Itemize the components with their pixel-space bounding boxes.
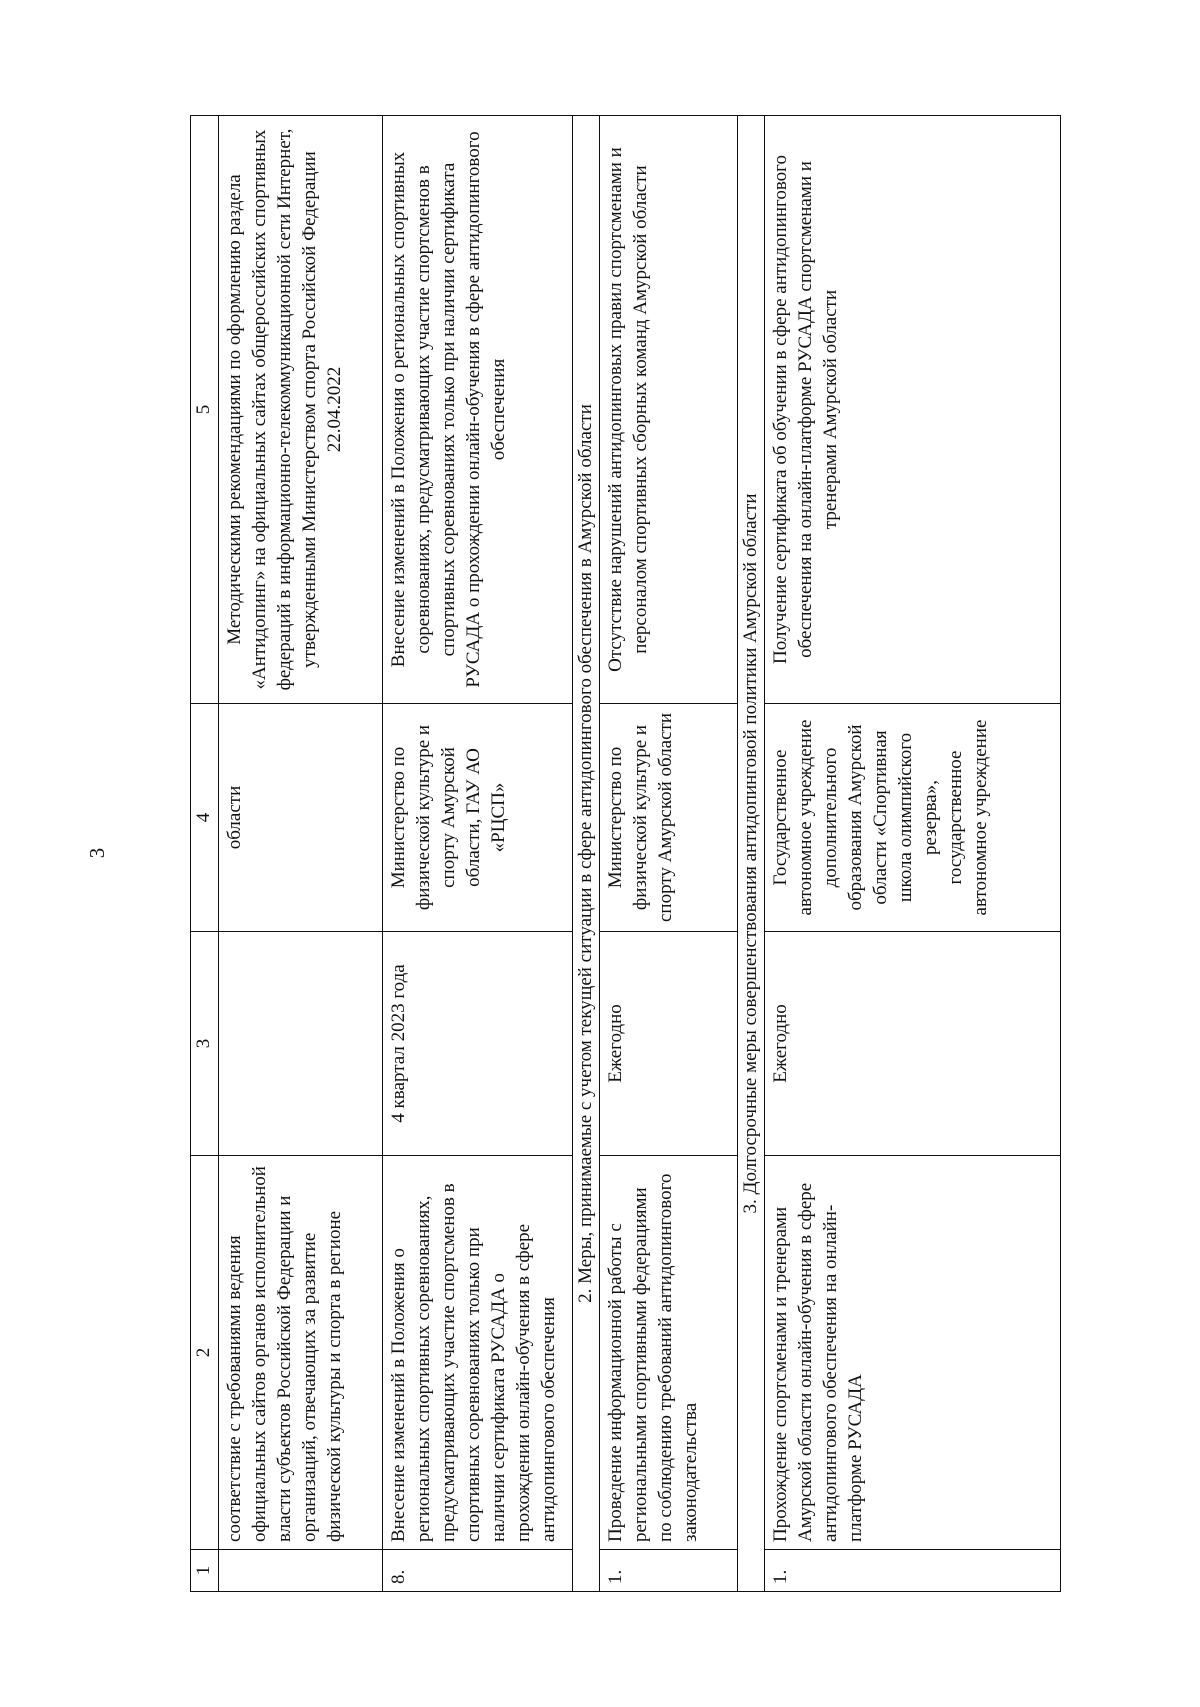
row-term: Ежегодно: [765, 932, 1061, 1156]
row-term: 4 квартал 2023 года: [383, 932, 573, 1156]
header-col-4: 4: [191, 704, 219, 932]
row-number: 8.: [383, 1550, 573, 1592]
row-number: [219, 1550, 383, 1592]
section-2-title: 2. Меры, принимаемые с учетом текущей ситуации в сфере антидопингового обеспечения в Амурской области: [573, 116, 600, 1592]
row-measure: соответствие с требованиями ведения официальных сайтов органов исполнительной власти субъектов Российской Федерации и организаций, отвечающих за развитие физической культуры и спорта в регионе: [219, 1156, 383, 1550]
row-term: [219, 932, 383, 1156]
row-measure: Внесение изменений в Положения о региональных спортивных соревнованиях, предусматривающих участие спортсменов в спортивных соревнованиях только при наличии сертификата РУСАДА о прохождении онлайн-обучения в сфере антидопингового обеспечения: [383, 1156, 573, 1550]
row-executor: Государственное автономное учреждение дополнительного образования Амурской области «Спортивная школа олимпийского резерва», государственное автономное учреждение: [765, 704, 1061, 932]
page-number: 3: [85, 847, 109, 859]
table-row: [600, 116, 738, 1592]
row-result: Внесение изменений в Положения о региональных спортивных соревнованиях, предусматривающих участие спортсменов в спортивных соревнованиях только при наличии сертификата РУСАДА о прохождении онлайн-обучения в сфере антидопингового обеспечения: [383, 116, 573, 704]
row-number: 1.: [765, 1550, 1061, 1592]
row-measure: Прохождение спортсменами и тренерами Амурской области онлайн-обучения в сфере антидопингового обеспечения на онлайн-платформе РУСАДА: [765, 1156, 1061, 1550]
row-result: Получение сертификата об обучении в сфере антидопингового обеспечения на онлайн-платформе РУСАДА спортсменами и тренерами Амурской области: [765, 116, 1061, 704]
table-row: [383, 116, 573, 1592]
document-table-rotated: [190, 116, 1190, 1592]
row-measure: Проведение информационной работы с региональными спортивными федерациями по соблюдению требований антидопингового законодательства: [600, 1156, 738, 1550]
row-number: 1.: [600, 1550, 738, 1592]
header-col-2: 2: [191, 1156, 219, 1550]
section-2-heading-row: [573, 116, 600, 1592]
row-executor: Министерство по физической культуре и спорту Амурской области, ГАУ АО «РЦСП»: [383, 704, 573, 932]
section-3-heading-row: [738, 116, 765, 1592]
row-result: Отсутствие нарушений антидопинговых правил спортсменами и персоналом спортивных сборных команд Амурской области: [600, 116, 738, 704]
row-term: Ежегодно: [600, 932, 738, 1156]
row-result: Методическими рекомендациями по оформлению раздела «Антидопинг» на официальных сайтах общероссийских спортивных федераций в информационно-телекоммуникационной сети Интернет, утвержденными Министерством спорта Российской Федерации 22.04.2022: [219, 116, 383, 704]
header-col-1: 1: [191, 1550, 219, 1592]
section-3-title: 3. Долгосрочные меры совершенствования антидопинговой политики Амурской области: [738, 116, 765, 1592]
measures-table: [190, 115, 1061, 1592]
table-row: [219, 116, 383, 1592]
table-header-row: [191, 116, 219, 1592]
row-executor: области: [219, 704, 383, 932]
header-col-5: 5: [191, 116, 219, 704]
row-executor: Министерство по физической культуре и спорту Амурской области: [600, 704, 738, 932]
header-col-3: 3: [191, 932, 219, 1156]
table-row: [765, 116, 1061, 1592]
